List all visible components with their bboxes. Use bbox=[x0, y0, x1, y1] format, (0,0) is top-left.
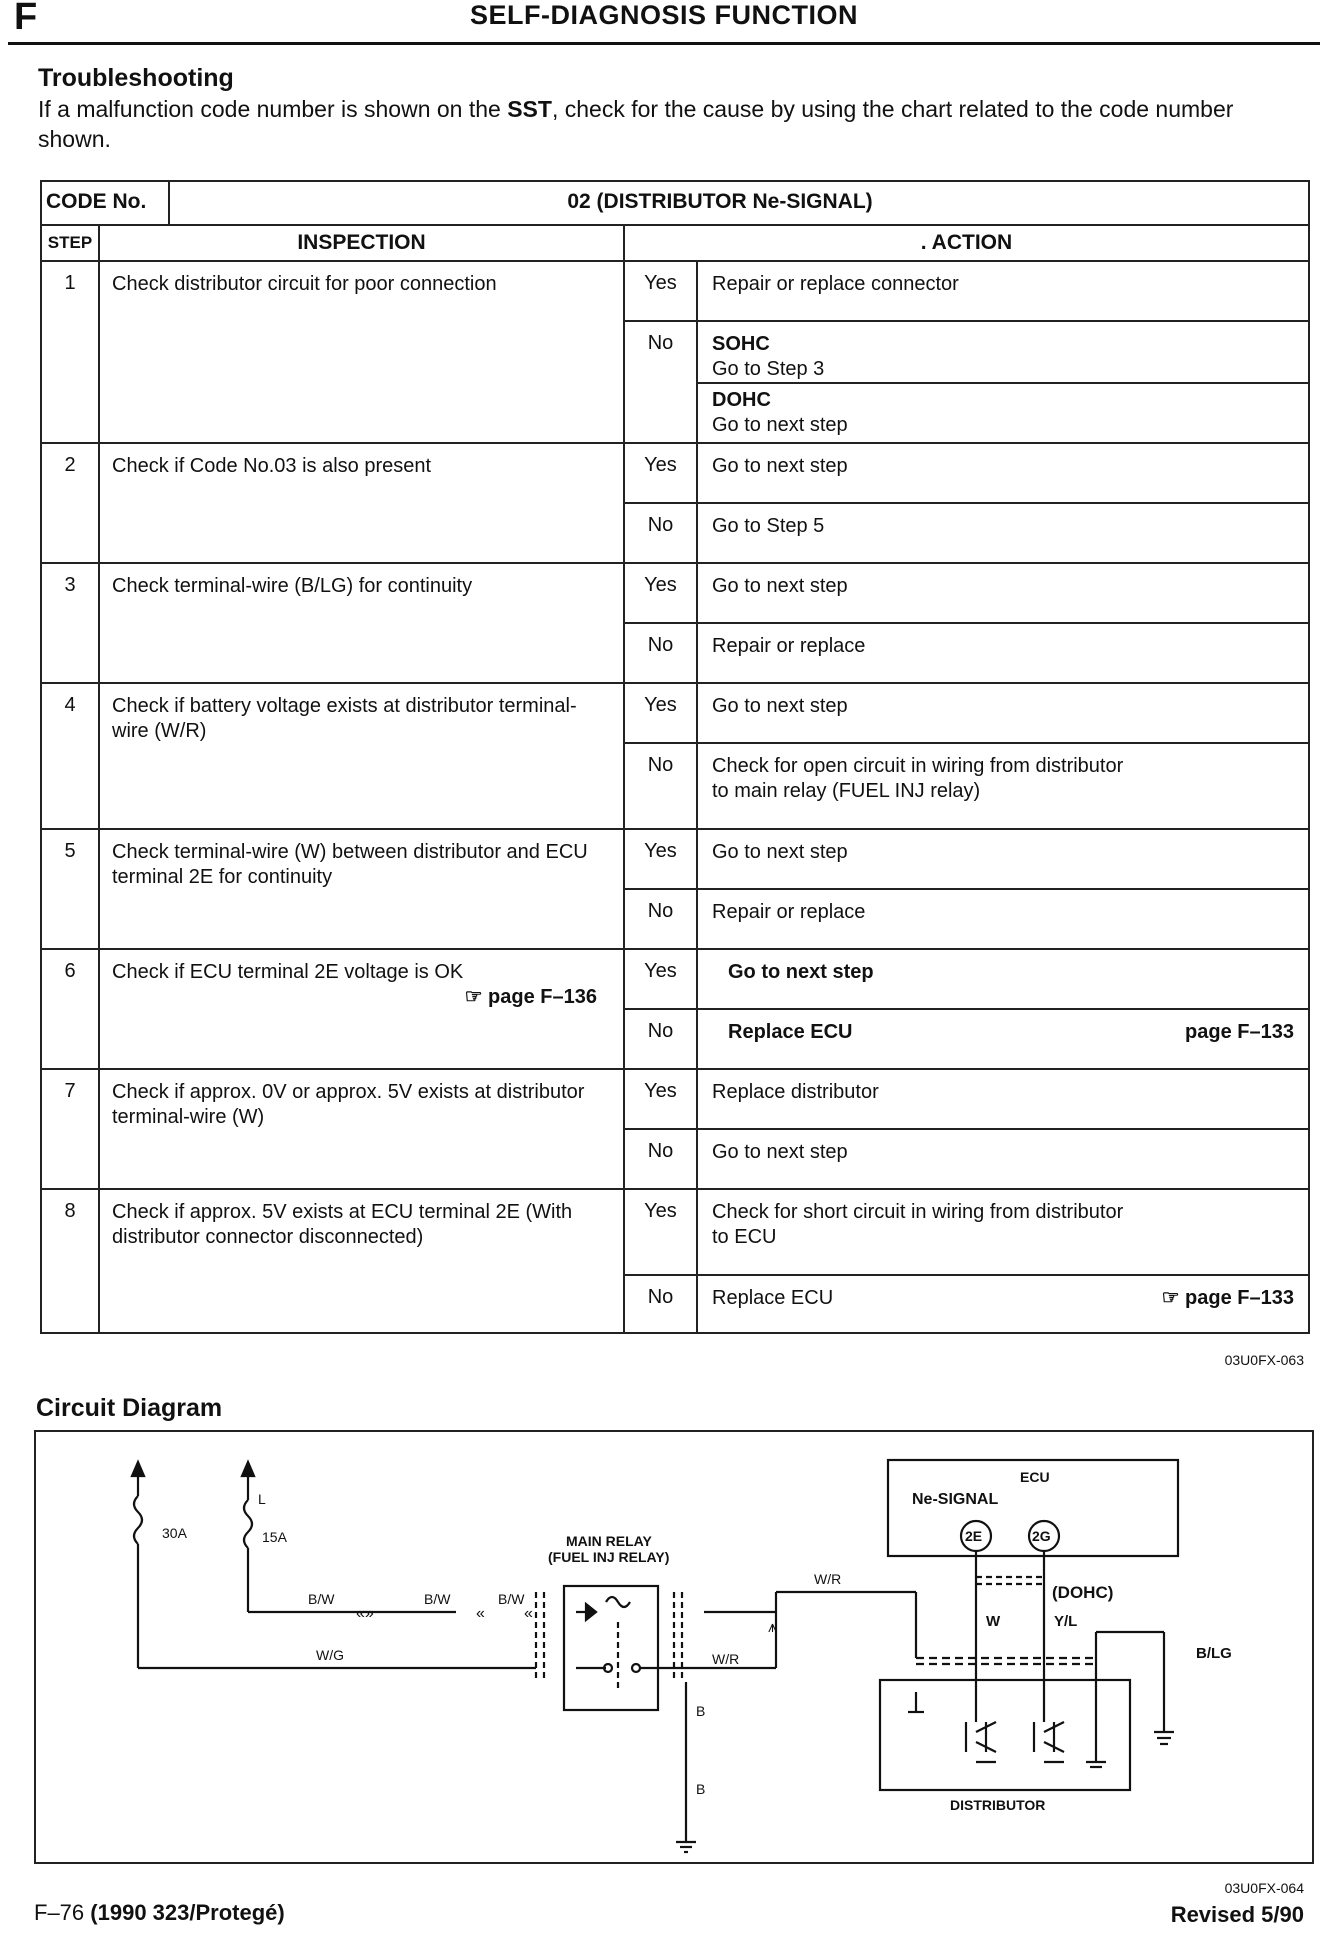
page-reference: page F–133 bbox=[1185, 1021, 1294, 1043]
yes-action: Replace distributor bbox=[697, 1069, 1309, 1129]
figure-code: 03U0FX-064 bbox=[1224, 1880, 1304, 1896]
label-wg: W/G bbox=[316, 1647, 344, 1663]
yes-action: Go to next step bbox=[697, 563, 1309, 623]
circuit-diagram-heading: Circuit Diagram bbox=[36, 1394, 223, 1422]
step-number: 1 bbox=[41, 261, 99, 443]
dohc-action: Go to next step bbox=[712, 414, 848, 436]
terminal-2g-label: 2G bbox=[1032, 1528, 1051, 1544]
no-label: No bbox=[624, 1129, 697, 1189]
no-action bbox=[697, 1275, 1309, 1333]
yes-action: Check for short circuit in wiring from distributor to ECU bbox=[697, 1189, 1309, 1275]
no-label: No bbox=[624, 503, 697, 563]
transistor-icon bbox=[1034, 1722, 1064, 1762]
step-inspection: Check if Code No.03 is also present bbox=[99, 443, 624, 563]
connector-glyph: ⩚ bbox=[768, 1619, 778, 1636]
no-label: No bbox=[624, 1009, 697, 1069]
troubleshooting-heading: Troubleshooting bbox=[38, 64, 234, 92]
label-b-2: B bbox=[696, 1781, 706, 1797]
no-action: Repair or replace bbox=[697, 889, 1309, 949]
yes-action: Go to next step bbox=[697, 949, 1309, 1009]
intro-sst: SST bbox=[507, 96, 552, 122]
step-number: 2 bbox=[41, 443, 99, 563]
fuse-15a-icon bbox=[242, 1462, 254, 1612]
circuit-svg bbox=[36, 1432, 1312, 1862]
label-l: L bbox=[258, 1491, 266, 1507]
yes-label: Yes bbox=[624, 829, 697, 889]
fuse-30a-icon bbox=[132, 1462, 144, 1668]
step-inspection: Check if battery voltage exists at distributor terminal-wire (W/R) bbox=[99, 683, 624, 829]
footer-revised: Revised 5/90 bbox=[1170, 1902, 1304, 1927]
label-15a: 15A bbox=[262, 1529, 287, 1545]
step-number: 6 bbox=[41, 949, 99, 1069]
yes-action: Go to next step bbox=[697, 829, 1309, 889]
main-relay-sublabel: (FUEL INJ RELAY) bbox=[548, 1549, 670, 1565]
header-rule bbox=[8, 42, 1320, 45]
distributor-box bbox=[880, 1680, 1130, 1790]
yes-label: Yes bbox=[624, 261, 697, 321]
step-number: 5 bbox=[41, 829, 99, 949]
page-number: F–76 bbox=[34, 1900, 85, 1925]
yes-label: Yes bbox=[624, 949, 697, 1009]
label-blg: B/LG bbox=[1196, 1645, 1232, 1662]
no-label: No bbox=[624, 889, 697, 949]
no-action: Go to next step bbox=[697, 1129, 1309, 1189]
no-label: No bbox=[624, 321, 697, 443]
troubleshooting-intro bbox=[38, 94, 1312, 154]
label-yl: Y/L bbox=[1054, 1613, 1078, 1630]
intro-text-b: , check for the cause by using the chart related to the code number shown. bbox=[38, 96, 1234, 152]
circuit-diagram bbox=[34, 1430, 1314, 1864]
step-inspection bbox=[99, 949, 624, 1069]
distributor-label: DISTRIBUTOR bbox=[950, 1797, 1046, 1813]
step-inspection: Check if approx. 0V or approx. 5V exists at distributor terminal-wire (W) bbox=[99, 1069, 624, 1189]
transistor-icon bbox=[966, 1722, 996, 1762]
label-bw-3: B/W bbox=[498, 1591, 525, 1607]
sohc-label: SOHC bbox=[712, 333, 770, 355]
connector-glyph: « bbox=[524, 1605, 533, 1622]
troubleshooting-table bbox=[40, 180, 1310, 1334]
ground-icon bbox=[676, 1842, 696, 1852]
label-bw-1: B/W bbox=[308, 1591, 335, 1607]
page-reference: ☞ page F–133 bbox=[1161, 1287, 1294, 1309]
yes-label: Yes bbox=[624, 563, 697, 623]
dohc-label: (DOHC) bbox=[1052, 1583, 1114, 1602]
model: (1990 323/Protegé) bbox=[90, 1900, 285, 1925]
ecu-label: ECU bbox=[1020, 1469, 1050, 1485]
connector-glyph: «» bbox=[356, 1605, 374, 1622]
action-col-header: . ACTION bbox=[624, 225, 1309, 261]
step-number: 4 bbox=[41, 683, 99, 829]
step-number: 8 bbox=[41, 1189, 99, 1333]
no-action: Check for open circuit in wiring from distributor to main relay (FUEL INJ relay) bbox=[697, 743, 1309, 829]
main-relay-label: MAIN RELAY bbox=[566, 1533, 652, 1549]
connector-glyph: « bbox=[476, 1605, 485, 1622]
step-inspection: Check distributor circuit for poor connection bbox=[99, 261, 624, 443]
inspection-col-header: INSPECTION bbox=[99, 225, 624, 261]
yes-action: Go to next step bbox=[697, 443, 1309, 503]
main-relay-box bbox=[564, 1586, 658, 1710]
yes-label: Yes bbox=[624, 1069, 697, 1129]
inspection-text: Check if ECU terminal 2E voltage is OK bbox=[112, 961, 464, 983]
yes-action: Repair or replace connector bbox=[697, 261, 1309, 321]
yes-label: Yes bbox=[624, 1189, 697, 1275]
label-wr-1: W/R bbox=[712, 1651, 740, 1667]
figure-code: 03U0FX-063 bbox=[1224, 1352, 1304, 1368]
no-action: Go to Step 5 bbox=[697, 503, 1309, 563]
step-inspection: Check terminal-wire (W) between distributor and ECU terminal 2E for continuity bbox=[99, 829, 624, 949]
ground-icon bbox=[1154, 1702, 1174, 1744]
page-title: SELF-DIAGNOSIS FUNCTION bbox=[470, 0, 858, 30]
no-action-sohc bbox=[697, 321, 1309, 383]
yes-label: Yes bbox=[624, 683, 697, 743]
no-label: No bbox=[624, 1275, 697, 1333]
page-reference: ☞ page F–136 bbox=[464, 986, 597, 1008]
no-action-text: Replace ECU bbox=[712, 1287, 834, 1309]
terminal-2e-label: 2E bbox=[965, 1528, 983, 1544]
intro-text-a: If a malfunction code number is shown on the bbox=[38, 96, 508, 122]
sohc-action: Go to Step 3 bbox=[712, 358, 825, 380]
no-action-dohc bbox=[697, 383, 1309, 443]
code-value: 02 (DISTRIBUTOR Ne-SIGNAL) bbox=[567, 190, 873, 213]
label-b-1: B bbox=[696, 1703, 706, 1719]
code-label: CODE No. bbox=[42, 182, 170, 224]
label-bw-2: B/W bbox=[424, 1591, 451, 1607]
code-row bbox=[41, 181, 1309, 225]
label-w: W bbox=[986, 1613, 1001, 1630]
no-action: Repair or replace bbox=[697, 623, 1309, 683]
step-col-header: STEP bbox=[41, 225, 99, 261]
ground-icon bbox=[1086, 1722, 1106, 1767]
step-number: 7 bbox=[41, 1069, 99, 1189]
yes-action: Go to next step bbox=[697, 683, 1309, 743]
label-30a: 30A bbox=[162, 1525, 187, 1541]
step-inspection: Check if approx. 5V exists at ECU terminal 2E (With distributor connector disconnected) bbox=[99, 1189, 624, 1333]
no-action-text: Replace ECU bbox=[728, 1021, 853, 1043]
dohc-label: DOHC bbox=[712, 389, 771, 411]
no-label: No bbox=[624, 743, 697, 829]
step-number: 3 bbox=[41, 563, 99, 683]
no-label: No bbox=[624, 623, 697, 683]
section-letter: F bbox=[14, 0, 38, 38]
label-wr-2: W/R bbox=[814, 1571, 842, 1587]
footer-page bbox=[34, 1900, 285, 1926]
step-inspection: Check terminal-wire (B/LG) for continuity bbox=[99, 563, 624, 683]
ne-signal-label: Ne-SIGNAL bbox=[912, 1491, 999, 1508]
yes-label: Yes bbox=[624, 443, 697, 503]
no-action bbox=[697, 1009, 1309, 1069]
